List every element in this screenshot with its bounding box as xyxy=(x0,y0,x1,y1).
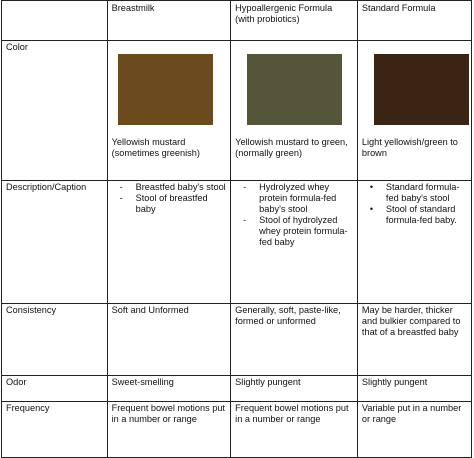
color-label: Color xyxy=(2,41,108,181)
list-item-text: Standard formula-fed baby's stool xyxy=(385,182,460,203)
list-item-text: Stool of breastfed baby xyxy=(135,193,208,214)
color-cell-standard xyxy=(357,41,471,181)
description-list-hypoallergenic xyxy=(235,182,353,248)
header-hypoallergenic-formula: Hypoallergenic Formula (with probiotics) xyxy=(231,1,358,41)
consistency-hypoallergenic: Generally, soft, paste-like, formed or unformed xyxy=(231,304,358,376)
frequency-label: Frequency xyxy=(2,402,108,458)
description-list-breastmilk xyxy=(112,182,227,215)
list-item xyxy=(235,182,353,215)
description-cell-standard xyxy=(357,181,471,304)
list-item xyxy=(235,215,353,248)
color-swatch-standard xyxy=(374,54,469,125)
description-row xyxy=(2,181,472,304)
odor-breastmilk: Sweet-smelling xyxy=(107,376,231,402)
consistency-row xyxy=(2,304,472,376)
description-cell-breastmilk xyxy=(107,181,231,304)
color-swatch-breastmilk xyxy=(118,54,213,125)
color-swatch-hypoallergenic xyxy=(247,54,342,125)
bullet-dash: - xyxy=(243,215,247,225)
odor-label: Odor xyxy=(2,376,108,402)
bullet-dot: • xyxy=(369,204,374,214)
frequency-standard: Variable put in a number or range xyxy=(357,402,471,458)
header-row xyxy=(2,1,472,41)
header-standard-formula: Standard Formula xyxy=(357,1,471,41)
frequency-hypoallergenic: Frequent bowel motions put in a number or range xyxy=(231,402,358,458)
bullet-dash: - xyxy=(119,182,123,192)
frequency-breastmilk: Frequent bowel motions put in a number or range xyxy=(107,402,231,458)
consistency-label: Consistency xyxy=(2,304,108,376)
bullet-dot: • xyxy=(369,182,374,192)
list-item-text: Stool of hydrolyzed whey protein formula-fed baby xyxy=(259,215,348,247)
odor-standard: Slightly pungent xyxy=(357,376,471,402)
list-item xyxy=(112,193,227,215)
consistency-standard: May be harder, thicker and bulkier compared to that of a breastfed baby xyxy=(357,304,471,376)
bullet-dash: - xyxy=(243,182,247,192)
odor-hypoallergenic: Slightly pungent xyxy=(231,376,358,402)
color-row xyxy=(2,41,472,181)
stool-comparison-table xyxy=(1,0,472,458)
frequency-row xyxy=(2,402,472,458)
list-item-text: Breastfed baby's stool xyxy=(135,182,226,192)
list-item-text: Stool of standard formula-fed baby. xyxy=(385,204,457,225)
description-cell-hypoallergenic xyxy=(231,181,358,304)
list-item xyxy=(362,182,467,204)
consistency-breastmilk: Soft and Unformed xyxy=(107,304,231,376)
list-item xyxy=(362,204,467,226)
bullet-dash: - xyxy=(119,193,123,203)
color-text-standard: Light yellowish/green to brown xyxy=(361,137,458,158)
color-text-breastmilk: Yellowish mustard (sometimes greenish) xyxy=(111,137,200,158)
list-item xyxy=(112,182,227,193)
odor-row xyxy=(2,376,472,402)
color-cell-breastmilk xyxy=(107,41,231,181)
header-breastmilk: Breastmilk xyxy=(107,1,231,41)
color-cell-hypoallergenic xyxy=(231,41,358,181)
list-item-text: Hydrolyzed whey protein formula-fed baby's stool xyxy=(259,182,337,214)
description-label: Description/Caption xyxy=(2,181,108,304)
header-empty xyxy=(2,1,108,41)
color-text-hypoallergenic: Yellowish mustard to green, (normally green) xyxy=(235,137,348,158)
description-list-standard xyxy=(362,182,467,226)
